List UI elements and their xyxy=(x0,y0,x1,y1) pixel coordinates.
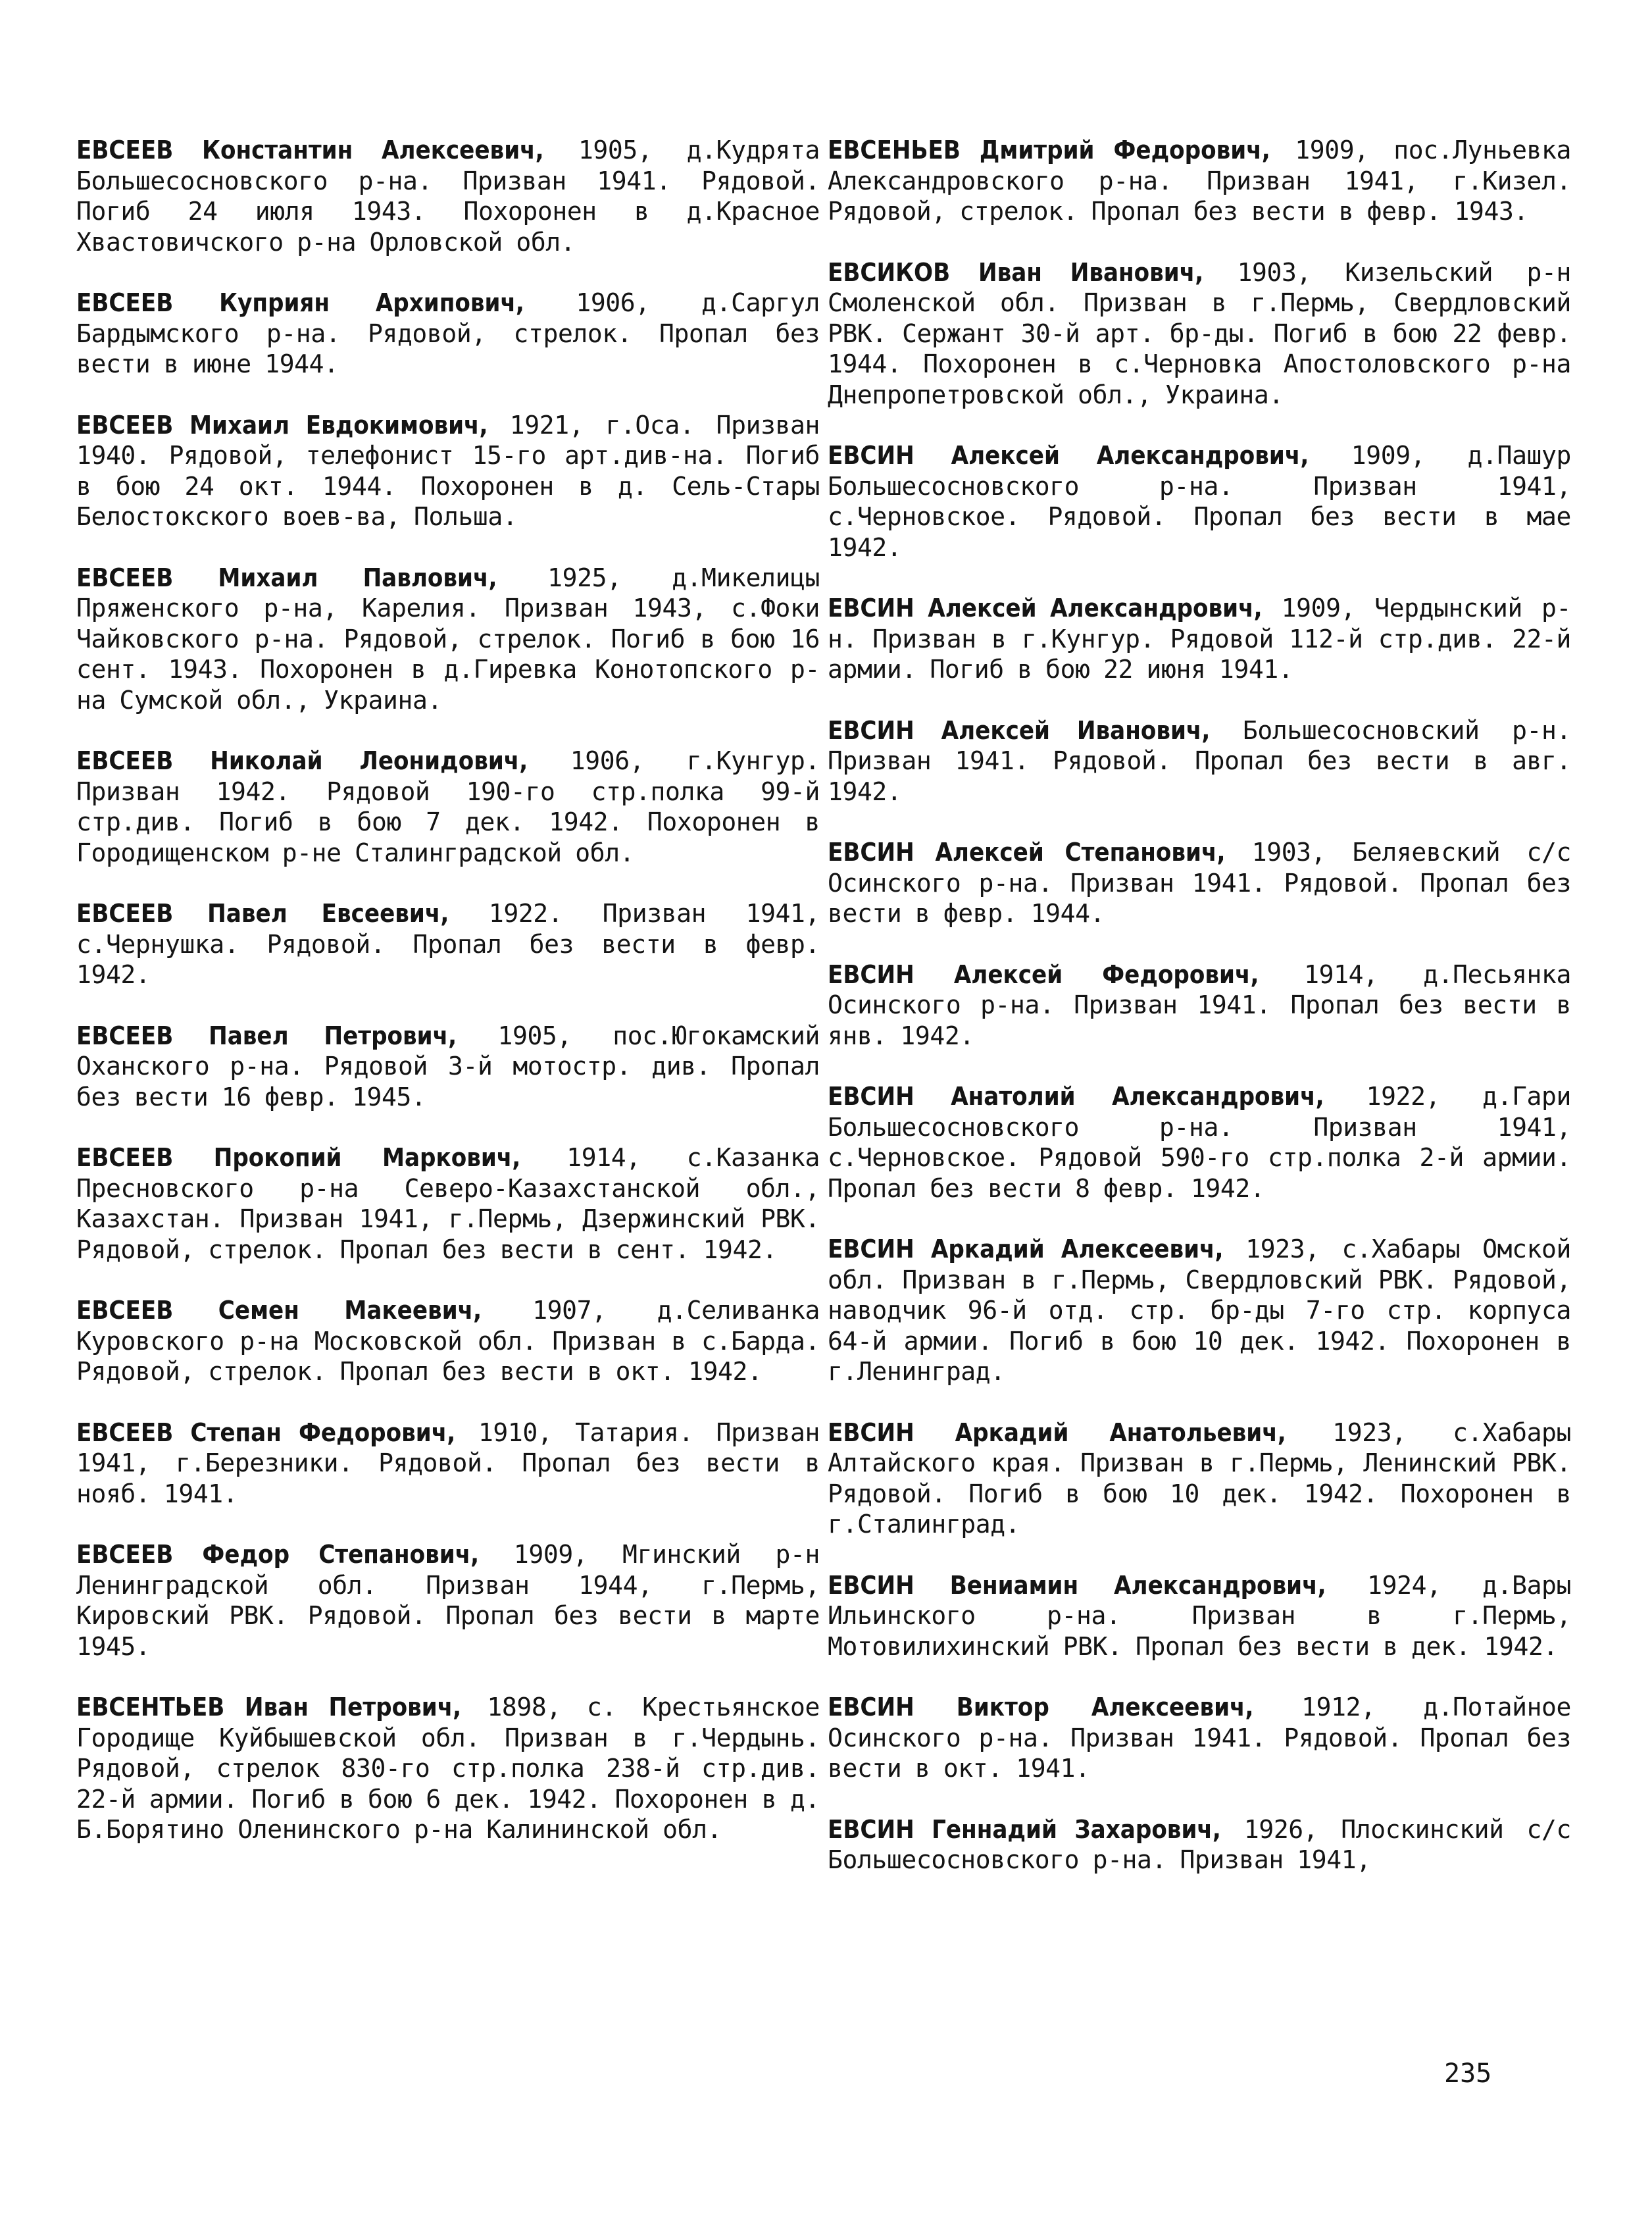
entry xyxy=(76,898,820,990)
entry-name: ЕВСИН Анатолий Александрович, xyxy=(828,1082,1324,1111)
entry-name: ЕВСЕЕВ Степан Федорович, xyxy=(76,1417,456,1447)
entry-text: 1914, д.Песьянка Осинского р-на. Призван 1941. Пропал без вести в янв. 1942. xyxy=(828,959,1571,1050)
entry-name: ЕВСЕЕВ Михаил Евдокимович, xyxy=(76,410,488,440)
entry-text: 1926, Плоскинский с/с Большесосновского р-на. Призван 1941, xyxy=(828,1814,1571,1874)
page-number: 235 xyxy=(1444,2058,1492,2089)
entry xyxy=(828,1417,1571,1540)
entry xyxy=(828,837,1571,929)
entry xyxy=(76,1142,820,1265)
entry-text: 1923, с.Хабары Алтайского края. Призван в г.Пермь, Ленинский РВК. Рядовой. Погиб в бою 10 дек. 1942. Похоронен в г.Сталинград. xyxy=(828,1417,1572,1539)
entry xyxy=(828,257,1571,411)
entry xyxy=(828,1814,1571,1876)
entry xyxy=(76,1539,820,1662)
entry-text: 1910, Татария. Призван 1941, г.Березники. Рядовой. Пропал без вести в нояб. 1941. xyxy=(76,1417,820,1508)
entry xyxy=(76,410,820,532)
entry xyxy=(828,1692,1571,1784)
left-column xyxy=(76,135,820,1876)
entry xyxy=(828,1234,1571,1387)
entry-text: 1909, Мгинский р-н Ленинградской обл. Призван 1944, г.Пермь, Кировский РВК. Рядовой. Пропал без вести в марте 1945. xyxy=(76,1540,820,1661)
entry-name: ЕВСИН Геннадий Захарович, xyxy=(828,1814,1221,1844)
entry-text: 1903, Кизельский р-н Смоленской обл. Призван в г.Пермь, Свердловский РВК. Сержант 30-й арт. бр-ды. Погиб в бою 22 февр. 1944. Похоронен в с.Черновка Апостоловского р-на Днепропетровской обл., Украина. xyxy=(828,257,1571,409)
entry-text: 1906, г.Кунгур. Призван 1942. Рядовой 190-го стр.полка 99-й стр.див. Погиб в бою 7 дек. 1942. Похоронен в Городищенском р-не Сталинградской обл. xyxy=(76,746,820,867)
entry xyxy=(828,1081,1571,1204)
entry xyxy=(828,593,1571,685)
entry-name: ЕВСЕЕВ Семен Макеевич, xyxy=(76,1296,482,1325)
entry-text: 1909, пос.Луньевка Александровского р-на. Призван 1941, г.Кизел. Рядовой, стрелок. Пропал без вести в февр. 1943. xyxy=(828,136,1571,226)
entry-name: ЕВСЕЕВ Павел Петрович, xyxy=(76,1021,457,1050)
entry-text: 1905, пос.Югокамский Оханского р-на. Рядовой 3-й мотостр. див. Пропал без вести 16 февр. 1945. xyxy=(76,1021,820,1111)
entry xyxy=(76,1692,820,1845)
entry-text: 1924, д.Вары Ильинского р-на. Призван в г.Пермь, Мотовилихинский РВК. Пропал без вести в дек. 1942. xyxy=(828,1570,1572,1661)
entry-name: ЕВСЕНТЬЕВ Иван Петрович, xyxy=(76,1693,462,1722)
entry-name: ЕВСЕЕВ Куприян Архипович, xyxy=(76,288,524,317)
entry xyxy=(76,288,820,380)
entry-text: 1921, г.Оса. Призван 1940. Рядовой, телефонист 15-го арт.див-на. Погиб в бою 24 окт. 1944. Похоронен в д. Сель-Стары Белостокского воев-ва, Польша. xyxy=(76,410,820,531)
entry xyxy=(828,135,1571,227)
entry-name: ЕВСЕЕВ Константин Алексеевич, xyxy=(76,136,544,165)
entry xyxy=(828,440,1571,563)
entry-text: 1923, с.Хабары Омской обл. Призван в г.Пермь, Свердловский РВК. Рядовой, наводчик 96-й отд. стр. бр-ды 7-го стр. корпуса 64-й армии. Погиб в бою 10 дек. 1942. Похоронен в г.Ленинград. xyxy=(828,1235,1571,1386)
entry-text: 1898, с. Крестьянское Городище Куйбышевской обл. Призван в г.Чердынь. Рядовой, стрелок 830-го стр.полка 238-й стр.див. 22-й армии. Погиб в бою 6 дек. 1942. Похоронен в д. Б.Борятино Оленинского р-на Калининской обл. xyxy=(76,1693,820,1844)
entry xyxy=(828,1570,1571,1662)
entry-name: ЕВСЕЕВ Павел Евсеевич, xyxy=(76,899,449,928)
entry-text: 1906, д.Саргул Бардымского р-на. Рядовой, стрелок. Пропал без вести в июне 1944. xyxy=(76,288,820,378)
entry-text: 1922, д.Гари Большесосновского р-на. Призван 1941, с.Черновское. Рядовой 590-го стр.полка 2-й армии. Пропал без вести 8 февр. 1942. xyxy=(828,1082,1571,1203)
entry-name: ЕВСИН Вениамин Александрович, xyxy=(828,1570,1326,1600)
entry-text: 1914, с.Казанка Пресновского р-на Северо-Казахстанской обл., Казахстан. Призван 1941, г.Пермь, Дзержинский РВК. Рядовой, стрелок. Пропал без вести в сент. 1942. xyxy=(76,1143,820,1264)
entry xyxy=(76,1417,820,1510)
entry-name: ЕВСИН Алексей Федорович, xyxy=(828,959,1259,989)
entry-text: Большесосновский р-н. Призван 1941. Рядовой. Пропал без вести в авг. 1942. xyxy=(828,715,1571,806)
entry-name: ЕВСЕЕВ Николай Леонидович, xyxy=(76,746,528,775)
entry xyxy=(76,563,820,716)
entry-name: ЕВСИН Виктор Алексеевич, xyxy=(828,1693,1254,1722)
entry xyxy=(76,1021,820,1113)
entry-name: ЕВСЕЕВ Прокопий Маркович, xyxy=(76,1143,521,1172)
entry-text: 1912, д.Потайное Осинского р-на. Призван 1941. Рядовой. Пропал без вести в окт. 1941. xyxy=(828,1693,1571,1783)
entry-name: ЕВСЕНЬЕВ Дмитрий Федорович, xyxy=(828,136,1270,165)
entry-text: 1922. Призван 1941, с.Чернушка. Рядовой. Пропал без вести в февр. 1942. xyxy=(76,899,820,989)
entry-text: 1905, д.Кудрята Большесосновского р-на. Призван 1941. Рядовой. Погиб 24 июля 1943. Похоронен в д.Красное Хвастовичского р-на Орловской обл. xyxy=(76,136,820,257)
entry-name: ЕВСИН Алексей Александрович, xyxy=(828,594,1263,623)
entry xyxy=(828,959,1571,1052)
entry-name: ЕВСИКОВ Иван Иванович, xyxy=(828,257,1204,287)
entry-name: ЕВСИН Алексей Иванович, xyxy=(828,715,1211,745)
entry xyxy=(76,1295,820,1387)
entry-text: 1925, д.Микелицы Пряженского р-на, Карелия. Призван 1943, с.Фоки Чайковского р-на. Рядовой, стрелок. Погиб в бою 16 сент. 1943. Похоронен в д.Гиревка Конотопского р-на Сумской обл., Украина. xyxy=(76,563,820,715)
entry xyxy=(76,135,820,257)
entry-text: 1907, д.Селиванка Куровского р-на Московской обл. Призван в с.Барда. Рядовой, стрелок. Пропал без вести в окт. 1942. xyxy=(76,1296,820,1386)
entry-name: ЕВСИН Аркадий Анатольевич, xyxy=(828,1417,1286,1447)
entry xyxy=(828,715,1571,807)
entry-name: ЕВСЕЕВ Михаил Павлович, xyxy=(76,563,497,592)
entry-name: ЕВСЕЕВ Федор Степанович, xyxy=(76,1540,480,1569)
entry-text: 1909, Чердынский р-н. Призван в г.Кунгур. Рядовой 112-й стр.див. 22-й армии. Погиб в бою 22 июня 1941. xyxy=(828,594,1571,684)
right-column xyxy=(828,135,1571,1906)
entry-name: ЕВСИН Алексей Александрович, xyxy=(828,441,1309,470)
entry xyxy=(76,746,820,868)
entry-text: 1909, д.Пашур Большесосновского р-на. Призван 1941, с.Черновское. Рядовой. Пропал без вести в мае 1942. xyxy=(828,441,1571,562)
entry-text: 1903, Беляевский с/с Осинского р-на. Призван 1941. Рядовой. Пропал без вести в февр. 1944. xyxy=(828,838,1571,928)
entry-name: ЕВСИН Аркадий Алексеевич, xyxy=(828,1235,1224,1264)
entry-name: ЕВСИН Алексей Степанович, xyxy=(828,838,1226,867)
